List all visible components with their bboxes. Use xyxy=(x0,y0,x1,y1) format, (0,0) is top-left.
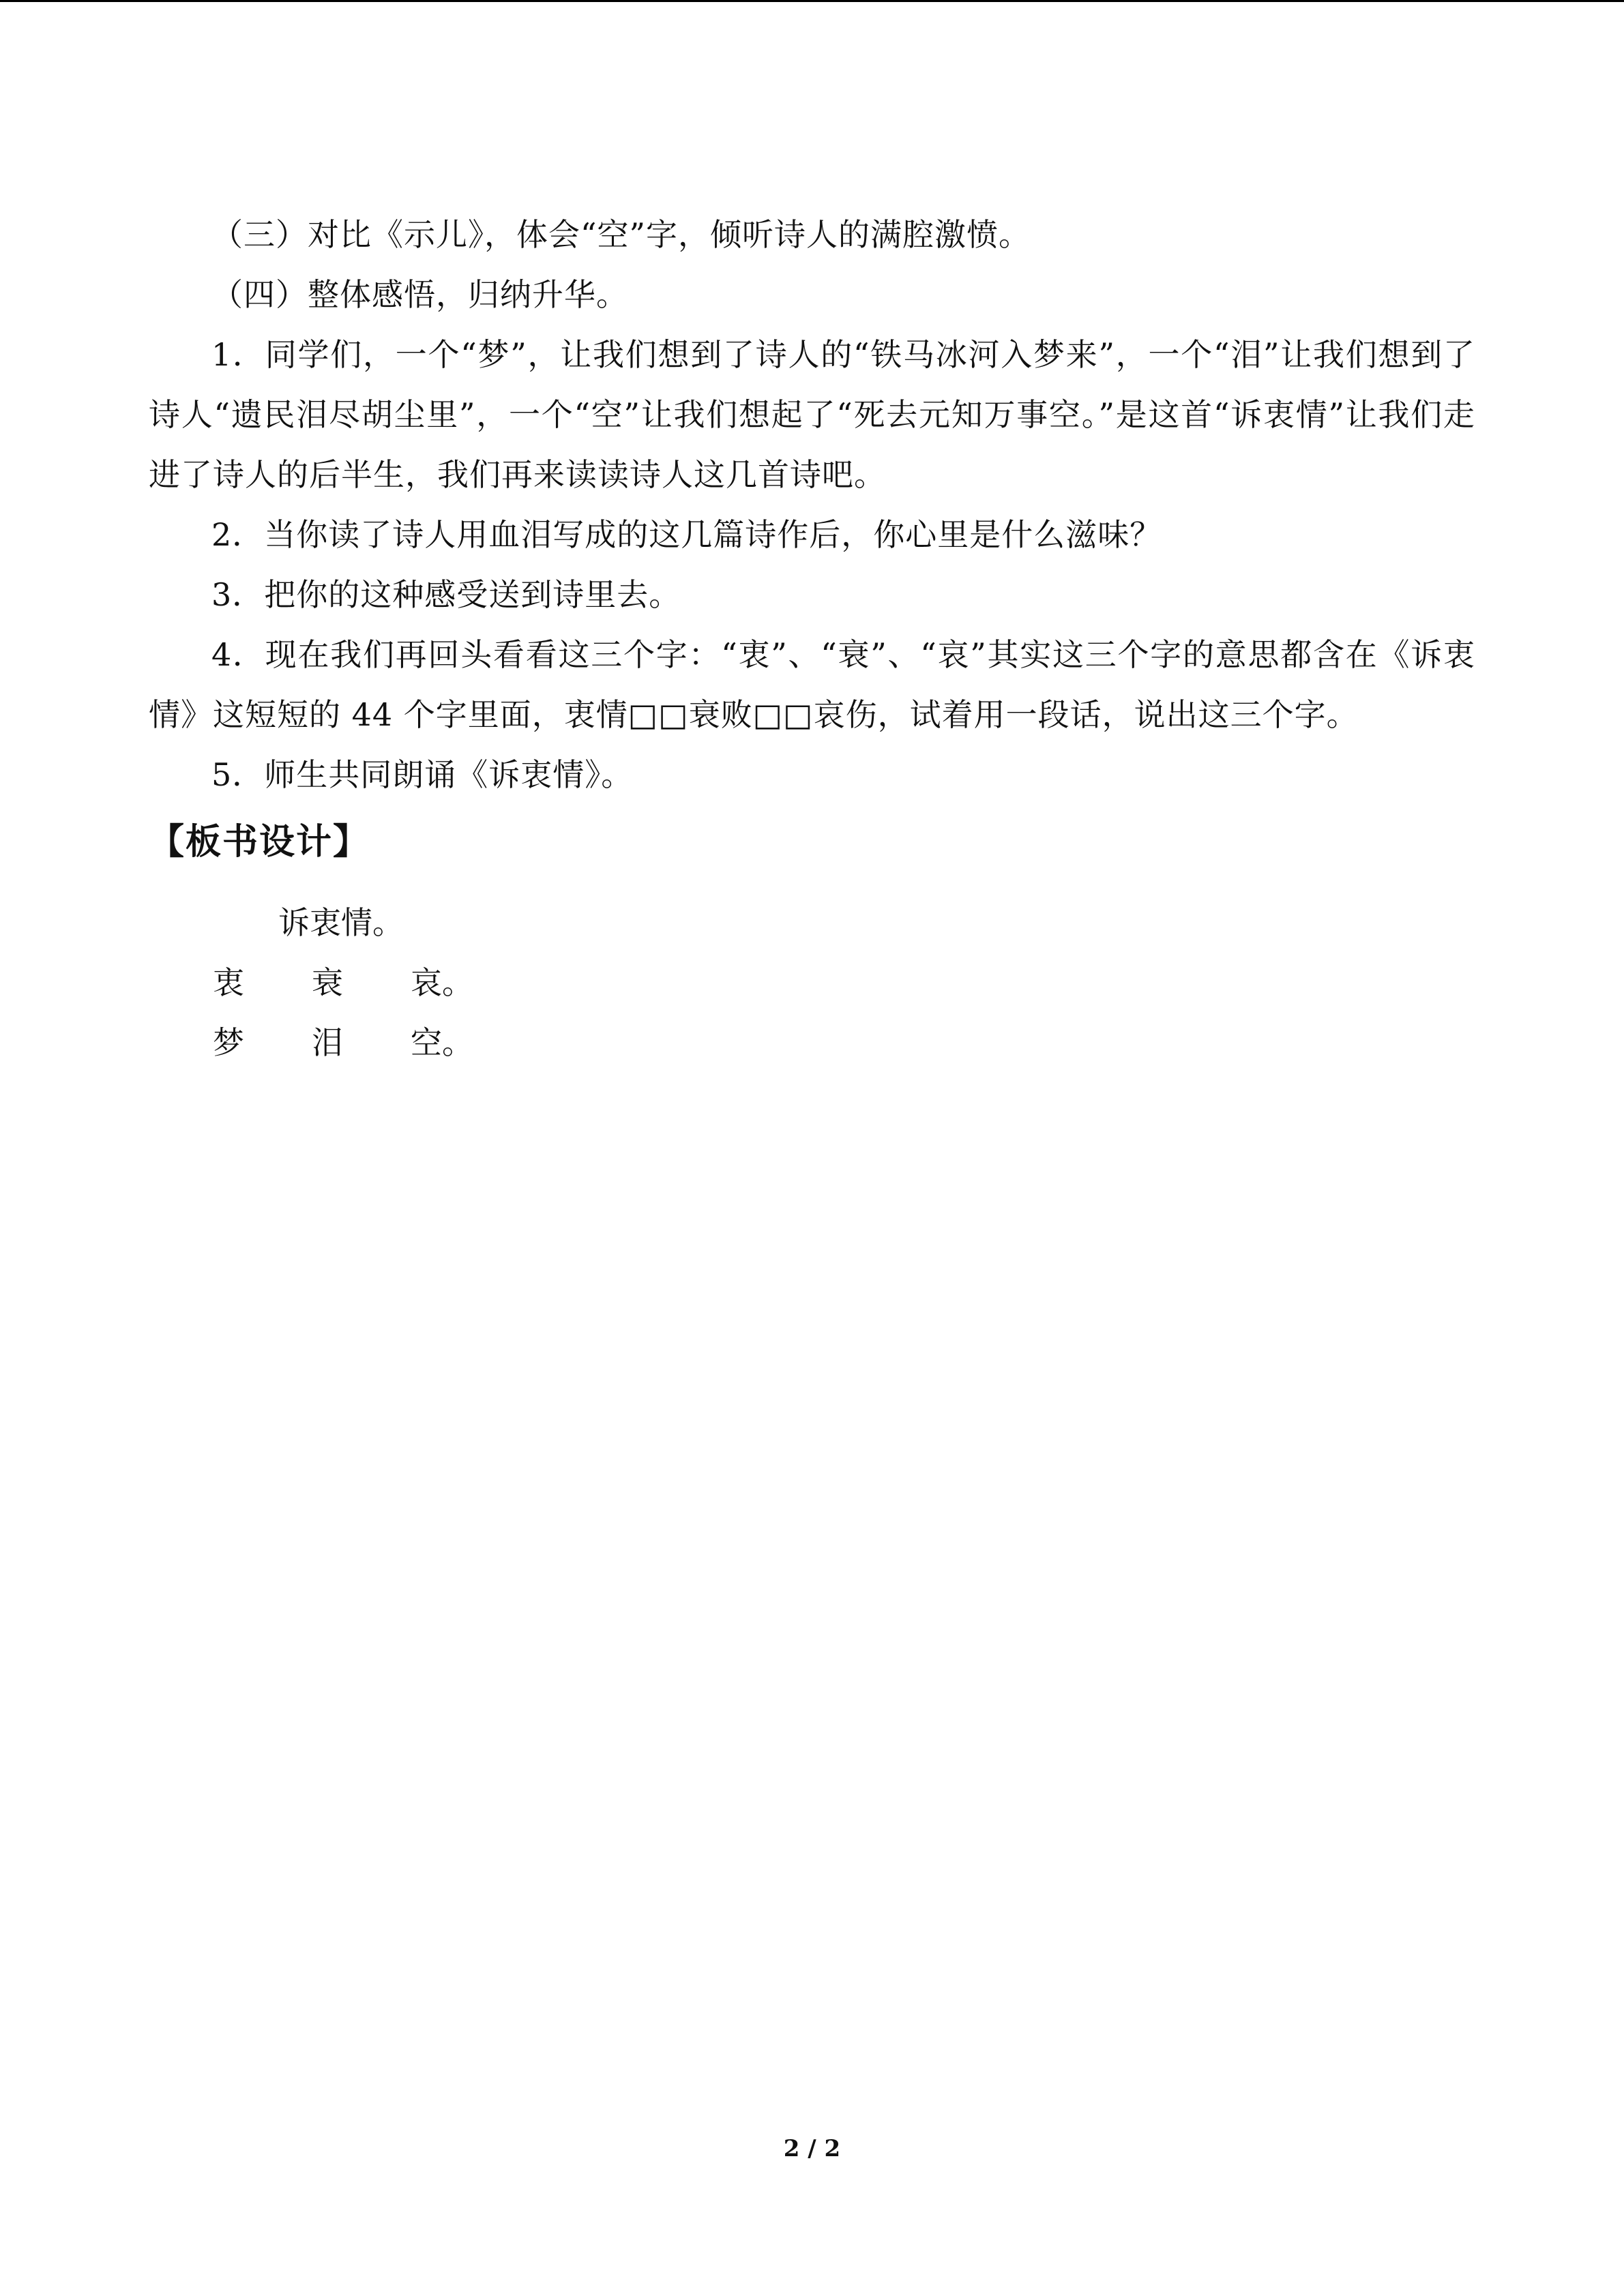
page-number: 2 / 2 xyxy=(783,2135,841,2162)
board-char-zhong: 衷 xyxy=(213,964,244,1001)
paragraph-item-4: 4．现在我们再回头看看这三个字：“衷”、“衰”、“哀”其实这三个字的意思都含在《诉衷情》这短短的 44 个字里面，衷情□□衰败□□哀伤，试着用一段话，说出这三个字。 xyxy=(149,636,1475,733)
paragraph-overall-summary: （四）整体感悟，归纳升华。 xyxy=(211,276,628,313)
board-title: 诉衷情。 xyxy=(278,904,404,941)
paragraph-item-2: 2．当你读了诗人用血泪写成的这几篇诗作后，你心里是什么滋味？ xyxy=(211,516,1162,553)
board-word-lei: 泪 xyxy=(312,1024,343,1061)
paragraph-item-1: 1．同学们，一个“梦”，让我们想到了诗人的“铁马冰河入梦来”，一个“泪”让我们想到了诗人“遗民泪尽胡尘里”，一个“空”让我们想起了“死去元知万事空。”是这首“诉衷情”让我们走进了诗人的后半生，我们再来读读诗人这几首诗吧。 xyxy=(149,336,1475,493)
board-word-meng: 梦 xyxy=(213,1024,244,1061)
paragraph-item-5: 5．师生共同朗诵《诉衷情》。 xyxy=(211,756,634,793)
board-char-shuai: 衰 xyxy=(312,964,343,1001)
board-design-heading: 【板书设计】 xyxy=(149,822,370,863)
paragraph-item-3: 3．把你的这种感受送到诗里去。 xyxy=(211,576,681,613)
board-char-ai: 哀。 xyxy=(411,964,473,1001)
paragraph-compare-shier: （三）对比《示儿》，体会“空”字，倾听诗人的满腔激愤。 xyxy=(211,216,1031,253)
board-word-kong: 空。 xyxy=(411,1024,473,1061)
